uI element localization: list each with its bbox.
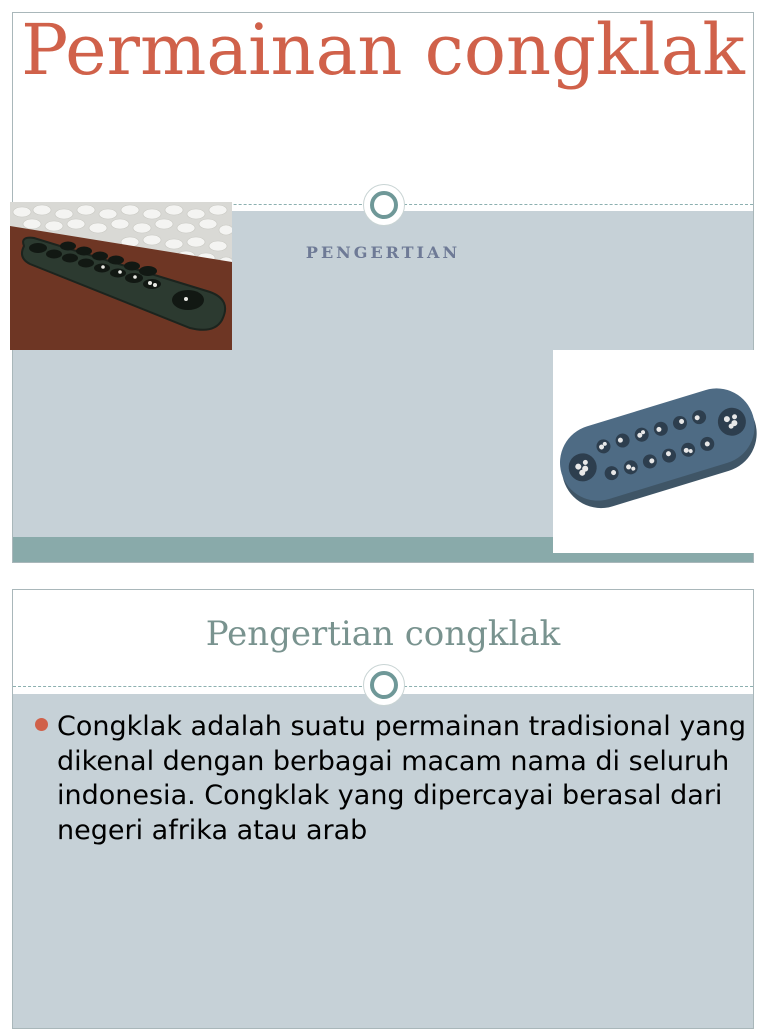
congklak-illustration — [553, 350, 768, 553]
congklak-illustration-image — [553, 350, 768, 553]
bullet-icon — [35, 718, 48, 731]
bullet-text: Congklak adalah suatu permainan tradisional yang dikenal dengan berbagai macam nama di seluruh indonesia. Congklak yang dipercayai berasal dari negeri afrika atau arab — [57, 711, 747, 846]
slide-subtitle: PENGERTIAN — [305, 243, 461, 262]
ring-icon — [363, 184, 405, 226]
congklak-photo-image — [10, 202, 232, 350]
slide-title: Pengertian congklak — [205, 614, 561, 654]
slide-2 — [12, 589, 754, 1029]
slide-title: Permainan congklak — [21, 12, 745, 91]
ring-icon — [363, 664, 405, 706]
congklak-photo — [10, 202, 232, 350]
